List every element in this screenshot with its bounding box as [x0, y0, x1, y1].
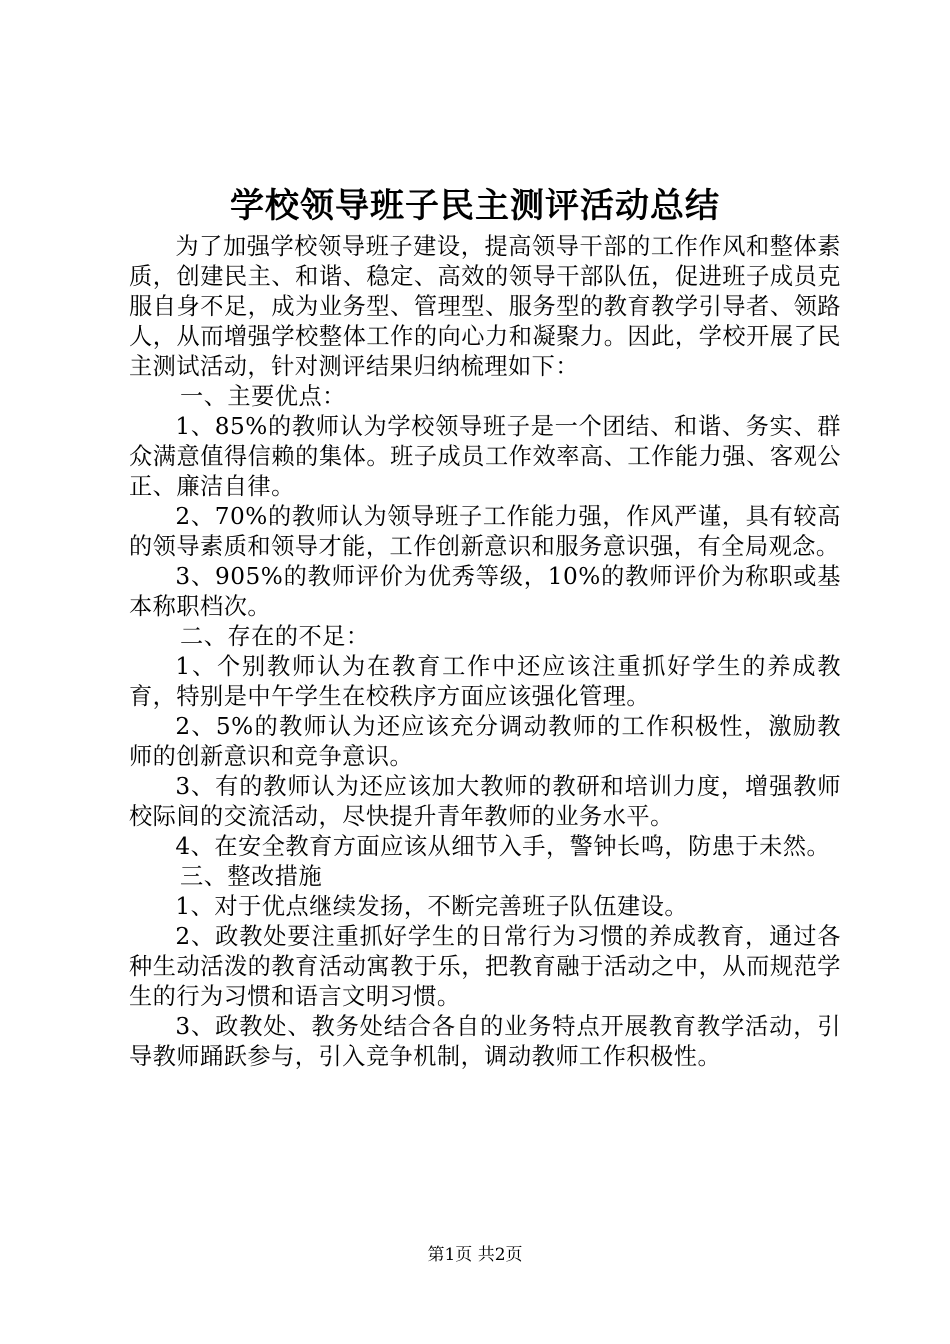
shortcoming-item: 2、5%的教师认为还应该充分调动教师的工作积极性，激励教师的创新意识和竞争意识。: [129, 713, 841, 770]
measure-item: 1、对于优点继续发扬，不断完善班子队伍建设。: [175, 893, 689, 920]
intro-paragraph: 为了加强学校领导班子建设，提高领导干部的工作作风和整体素质，创建民主、和谐、稳定、高效的领导干部队伍，促进班子成员克服自身不足，成为业务型、管理型、服务型的教育教学引导者、领路人，从而增强学校整体工作的向心力和凝聚力。因此，学校开展了民主测试活动，针对测评结果归纳梳理如下：: [129, 233, 841, 380]
shortcoming-item: 3、有的教师认为还应该加大教师的教研和培训力度，增强教师校际间的交流活动，尽快提升青年教师的业务水平。: [129, 773, 841, 830]
strength-item: 2、70%的教师认为领导班子工作能力强，作风严谨，具有较高的领导素质和领导才能，工作创新意识和服务意识强，有全局观念。: [129, 503, 841, 560]
section-heading-measures: 三、整改措施: [180, 863, 323, 890]
strength-item: 1、85%的教师认为学校领导班子是一个团结、和谐、务实、群众满意值得信赖的集体。班子成员工作效率高、工作能力强、客观公正、廉洁自律。: [129, 413, 841, 500]
document-title: 学校领导班子民主测评活动总结: [230, 186, 720, 226]
shortcoming-item: 1、个别教师认为在教育工作中还应该注重抓好学生的养成教育，特别是中午学生在校秩序方面应该强化管理。: [129, 653, 841, 710]
strength-item: 3、905%的教师评价为优秀等级，10%的教师评价为称职或基本称职档次。: [129, 563, 841, 620]
document-body: [129, 232, 841, 1072]
shortcoming-item: 4、在安全教育方面应该从细节入手，警钟长鸣，防患于未然。: [175, 833, 831, 860]
section-heading-strengths: 一、主要优点：: [180, 383, 346, 410]
measure-item: 3、政教处、教务处结合各自的业务特点开展教育教学活动，引导教师踊跃参与，引入竞争机制，调动教师工作积极性。: [129, 1013, 841, 1070]
section-heading-shortcomings: 二、存在的不足：: [180, 623, 370, 650]
page-footer: 第1页 共2页: [427, 1245, 523, 1265]
measure-item: 2、政教处要注重抓好学生的日常行为习惯的养成教育，通过各种生动活泼的教育活动寓教于乐，把教育融于活动之中，从而规范学生的行为习惯和语言文明习惯。: [129, 923, 841, 1010]
